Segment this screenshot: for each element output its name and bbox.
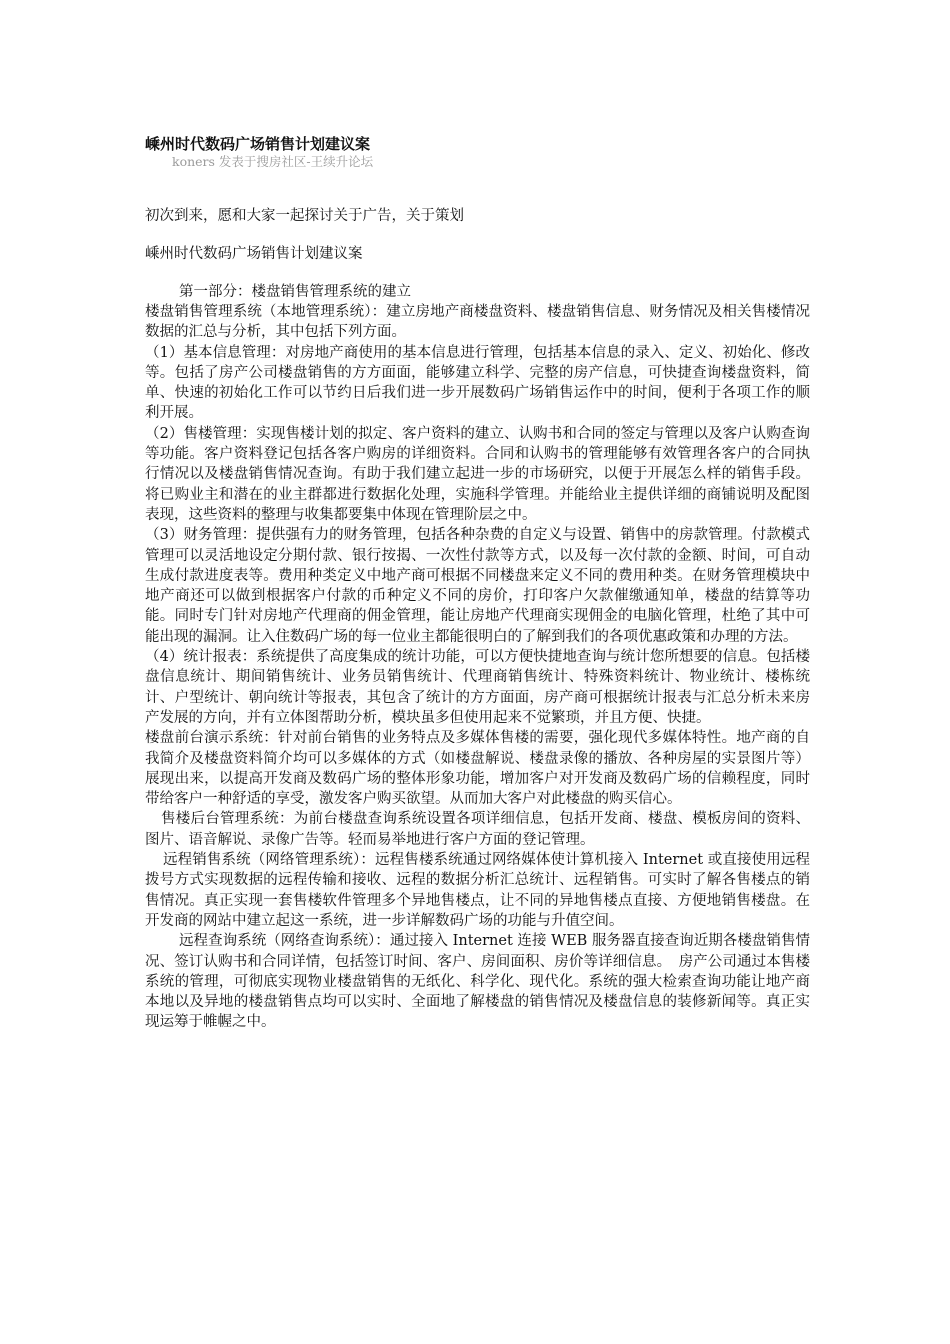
paragraph-local-system: 楼盘销售管理系统（本地管理系统）：建立房地产商楼盘资料、楼盘销售信息、财务情况及相关售楼情况数据的汇总与分析，其中包括下列方面。 bbox=[145, 304, 810, 341]
paragraph-finance: （3）财务管理：提供强有力的财务管理，包括各种杂费的自定义与设置、销售中的房款管理。付款模式管理可以灵活地设定分期付款、银行按揭、一次性付款等方式，以及每一次付款的金额、时间，可自动生成付款进度表等。费用种类定义中地产商可根据不同楼盘来定义不同的费用种类。在财务管理模块中地产商还可以做到根据客户付款的币种定义不同的房价，打印客户欠款催缴通知单，楼盘的结算等功能。同时专门针对房地产代理商的佣金管理，能让房地产代理商实现佣金的电脑化管理，杜绝了其中可能出现的漏洞。让入住数码广场的每一位业主都能很明白的了解到我们的各项优惠政策和办理的方法。 bbox=[145, 527, 810, 645]
document-subtitle: 嵊州时代数码广场销售计划建议案 bbox=[145, 246, 363, 262]
section-heading: 第一部分：楼盘销售管理系统的建立 bbox=[179, 284, 411, 300]
document-page bbox=[145, 134, 810, 1033]
document-title: 嵊州时代数码广场销售计划建议案 bbox=[145, 135, 371, 153]
intro-line: 初次到来，愿和大家一起探讨关于广告，关于策划 bbox=[145, 208, 464, 224]
paragraph-backend: 售楼后台管理系统：为前台楼盘查询系统设置各项详细信息，包括开发商、楼盘、模板房间的资料、图片、语音解说、录像广告等。轻而易举地进行客户方面的登记管理。 bbox=[145, 811, 810, 848]
paragraph-front-demo: 楼盘前台演示系统：针对前台销售的业务特点及多媒体售楼的需要，强化现代多媒体特性。地产商的自我简介及楼盘资料简介均可以多媒体的方式（如楼盘解说、楼盘录像的播放、各种房屋的实景图片等）展现出来，以提高开发商及数码广场的整体形象功能，增加客户对开发商及数码广场的信赖程度，同时带给客户一种舒适的享受，激发客户购买欲望。从而加大客户对此楼盘的购买信心。 bbox=[145, 730, 810, 808]
paragraph-basic-info: （1）基本信息管理：对房地产商使用的基本信息进行管理，包括基本信息的录入、定义、初始化、修改等。包括了房产公司楼盘销售的方方面面，能够建立科学、完整的房产信息，可快捷查询楼盘资料，简单、快速的初始化工作可以节约日后我们进一步开展数码广场销售运作中的时间，便利于各项工作的顺利开展。 bbox=[145, 344, 810, 422]
paragraph-remote-query: 远程查询系统（网络查询系统）：通过接入 Internet 连接 WEB 服务器直接查询近期各楼盘销售情况、签订认购书和合同详情，包括签订时间、客户、房间面积、房价等详细信息。 房产公司通过本售楼系统的管理，可彻底实现物业楼盘销售的无纸化、科学化、现代化。系统的强大检索查询功能让地产商本地以及异地的楼盘销售点均可以实时、全面地了解楼盘的销售情况及楼盘信息的装修新闻等。真正实现运筹于帷幄之中。 bbox=[145, 933, 810, 1031]
paragraph-statistics: （4）统计报表：系统提供了高度集成的统计功能，可以方便快捷地查询与统计您所想要的信息。包括楼盘信息统计、期间销售统计、业务员销售统计、代理商销售统计、特殊资料统计、物业统计、楼栋统计、户型统计、朝向统计等报表，其包含了统计的方方面面，房产商可根据统计报表与汇总分析未来房产发展的方向，并有立体图帮助分析，模块虽多但使用起来不觉繁琐，并且方便、快捷。 bbox=[145, 649, 810, 726]
paragraph-remote-sales: 远程销售系统（网络管理系统）：远程售楼系统通过网络媒体使计算机接入 Internet 或直接使用远程拨号方式实现数据的远程传输和接收、远程的数据分析汇总统计、远程销售。可实时了解各售楼点的销售情况。真正实现一套售楼软件管理多个异地售楼点，让不同的异地售楼点直接、方便地销售楼盘。在开发商的网站中建立起这一系统，进一步详解数码广场的功能与升值空间。 bbox=[145, 852, 810, 929]
paragraph-sales-management: （2）售楼管理：实现售楼计划的拟定、客户资料的建立、认购书和合同的签定与管理以及客户认购查询等功能。客户资料登记包括各客户购房的详细资料。合同和认购书的管理能够有效管理各客户的合同执行情况以及楼盘销售情况查询。有助于我们建立起进一步的市场研究，以便于开展怎么样的销售手段。将已购业主和潜在的业主群都进行数据化处理，实施科学管理。并能给业主提供详细的商铺说明及配图表现，这些资料的整理与收集都要集中体现在管理阶层之中。 bbox=[145, 425, 810, 523]
author-byline: koners 发表于搜房社区-王续升论坛 bbox=[172, 154, 374, 169]
